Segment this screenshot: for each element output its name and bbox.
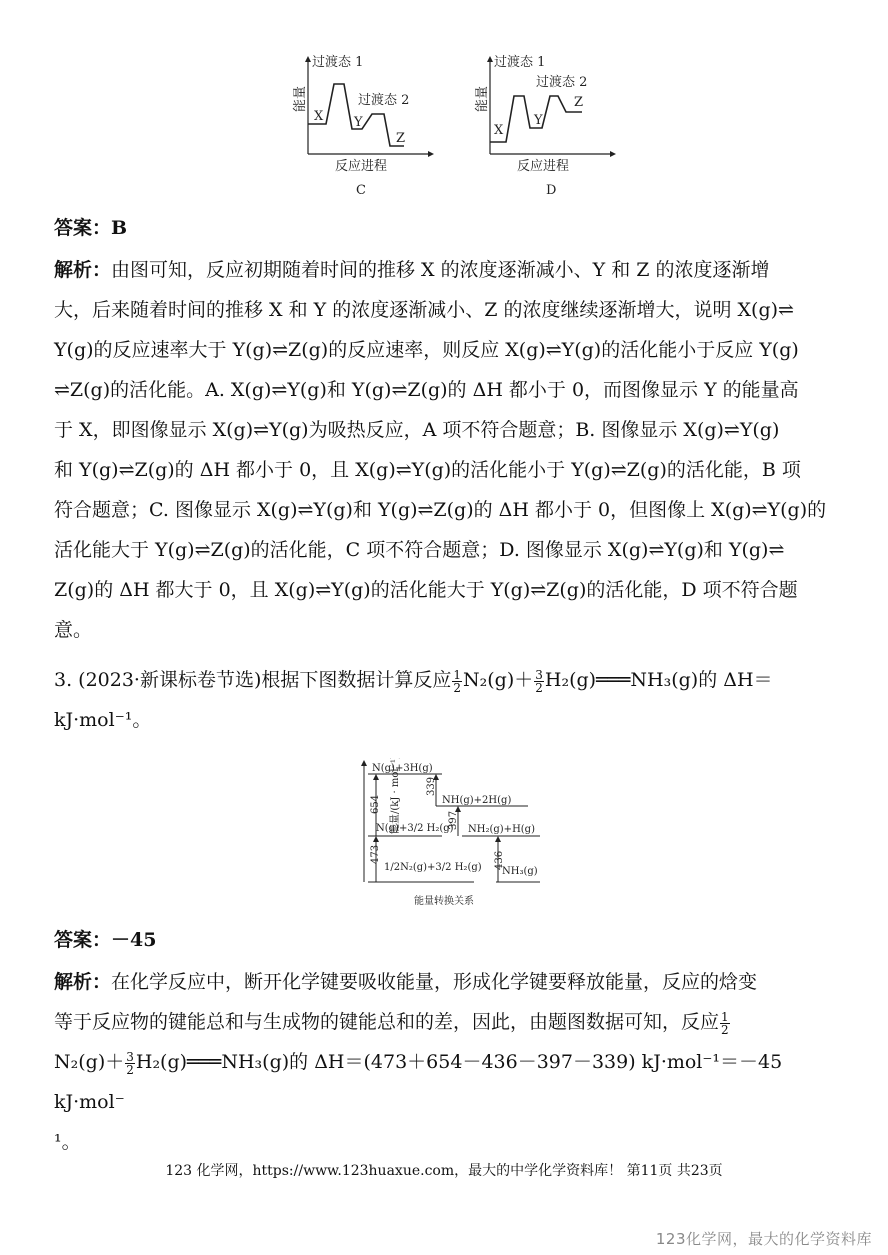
level-top: N(g)+3H(g) [372,763,433,774]
analysis-line: 活化能大于 Y(g)⇌Z(g)的活化能，C 项不符合题意；D. 图像显示 X(g)⇌Y(g)和 Y(g)⇌ [54,539,785,561]
answer-value: －45 [111,929,157,951]
z-label-d: Z [574,95,584,110]
energy-diagram-d [462,54,622,204]
page-footer: 123 化学网，https://www.123huaxue.com，最大的中学化学资料库！ 第11页 共23页 [165,1163,723,1179]
z-label-c: Z [396,131,406,146]
level-nh2h: NH(g)+2H(g) [442,795,512,806]
answer-3 [54,920,844,960]
value-654: 654 [370,794,381,814]
analysis-3 [54,962,844,1162]
fraction-half: $\frac{1}{2}$ [453,667,462,695]
analysis-line: ¹。 [54,1131,81,1153]
xlabel-c: 反应进程 [335,159,388,174]
question-3 [54,660,844,740]
xlabel-d: 反应进程 [517,159,570,174]
answer-value: B [111,217,128,239]
analysis-line: 于 X，即图像显示 X(g)⇌Y(g)为吸热反应，A 项不符合题意；B. 图像显示 X(g)⇌Y(g) [54,419,780,441]
analysis-line: 解析：在化学反应中，断开化学键要吸收能量，形成化学键要释放能量，反应的焓变 [54,971,758,993]
ts1-d: 过渡态 1 [494,55,546,70]
analysis-1 [54,250,844,650]
value-473: 473 [370,844,381,864]
analysis-line: 大，后来随着时间的推移 X 和 Y 的浓度逐渐减小、Z 的浓度继续逐渐增大，说明 X(g)⇌ [54,299,794,321]
caption-c: C [356,183,366,198]
ts2-c: 过渡态 2 [358,93,410,108]
level-start: 1/2N₂(g)+3/2 H₂(g) [384,862,482,873]
analysis-line: 和 Y(g)⇌Z(g)的 ΔH 都小于 0，且 X(g)⇌Y(g)的活化能小于 Y(g)⇌Z(g)的活化能，B 项 [54,459,801,481]
y-label-c: Y [354,115,363,130]
answer-label: 答案： [54,929,112,951]
caption-d: D [546,183,557,198]
ts1-c: 过渡态 1 [312,55,364,70]
analysis-line: 解析：由图可知，反应初期随着时间的推移 X 的浓度逐渐减小、Y 和 Z 的浓度逐渐增 [54,259,770,281]
ylabel-c: 能量 [293,85,308,112]
value-397: 397 [448,810,459,830]
bond-energy-diagram [346,758,546,910]
question-line: 3. (2023·新课标卷节选)根据下图数据计算反应 $\frac{1}{2}$ N₂(g)＋ $\frac{3}{2}$ H₂(g)═══NH₃(g)的 ΔH＝ [54,667,773,695]
analysis-line: ⇌Z(g)的活化能。A. X(g)⇌Y(g)和 Y(g)⇌Z(g)的 ΔH 都小于 0，而图像显示 Y 的能量高 [54,379,799,401]
level-nh3: NH₃(g) [502,866,538,877]
ts2-d: 过渡态 2 [536,75,588,90]
level-nh2h2: NH₂(g)+H(g) [468,824,535,835]
level-n32h2: N(g)+3/2 H₂(g) [376,823,454,834]
analysis-line: N₂(g)＋ $\frac{3}{2}$ H₂(g)═══NH₃(g)的 ΔH＝(473＋654－436－397－339) kJ·mol⁻¹＝－45 kJ·mol⁻ [54,1049,783,1113]
answer-label: 答案： [54,217,112,239]
ylabel-d: 能量 [475,85,490,112]
analysis-line: 意。 [54,619,93,641]
y-label-d: Y [534,113,543,128]
energy-caption: 能量转换关系 [414,896,474,907]
analysis-line: Y(g)的反应速率大于 Y(g)⇌Z(g)的反应速率，则反应 X(g)⇌Y(g)的活化能小于反应 Y(g) [54,339,799,361]
fraction-half: $\frac{1}{2}$ [721,1009,729,1037]
energy-ylabel: 能量/(kJ · mol⁻¹) [390,758,401,834]
energy-diagram-c [280,54,440,204]
fraction-three-halves: $\frac{3}{2}$ [535,667,543,695]
analysis-label: 解析： [54,259,112,281]
watermark: 123化学网，最大的化学资料库 [655,1230,872,1248]
analysis-line: 等于反应物的键能总和与生成物的键能总和的差，因此，由题图数据可知，反应 $\frac{1}{2}$ [54,1009,729,1037]
value-436: 436 [494,850,505,870]
value-339: 339 [426,776,437,796]
analysis-line: 符合题意；C. 图像显示 X(g)⇌Y(g)和 Y(g)⇌Z(g)的 ΔH 都小于 0，但图像上 X(g)⇌Y(g)的 [54,499,827,521]
analysis-line: Z(g)的 ΔH 都大于 0，且 X(g)⇌Y(g)的活化能大于 Y(g)⇌Z(g)的活化能，D 项不符合题 [54,579,798,601]
fraction-three-halves: $\frac{3}{2}$ [126,1049,134,1077]
question-line: kJ·mol⁻¹。 [54,709,152,731]
x-label-c: X [314,109,324,124]
answer-1 [54,208,844,248]
x-label-d: X [494,123,504,138]
